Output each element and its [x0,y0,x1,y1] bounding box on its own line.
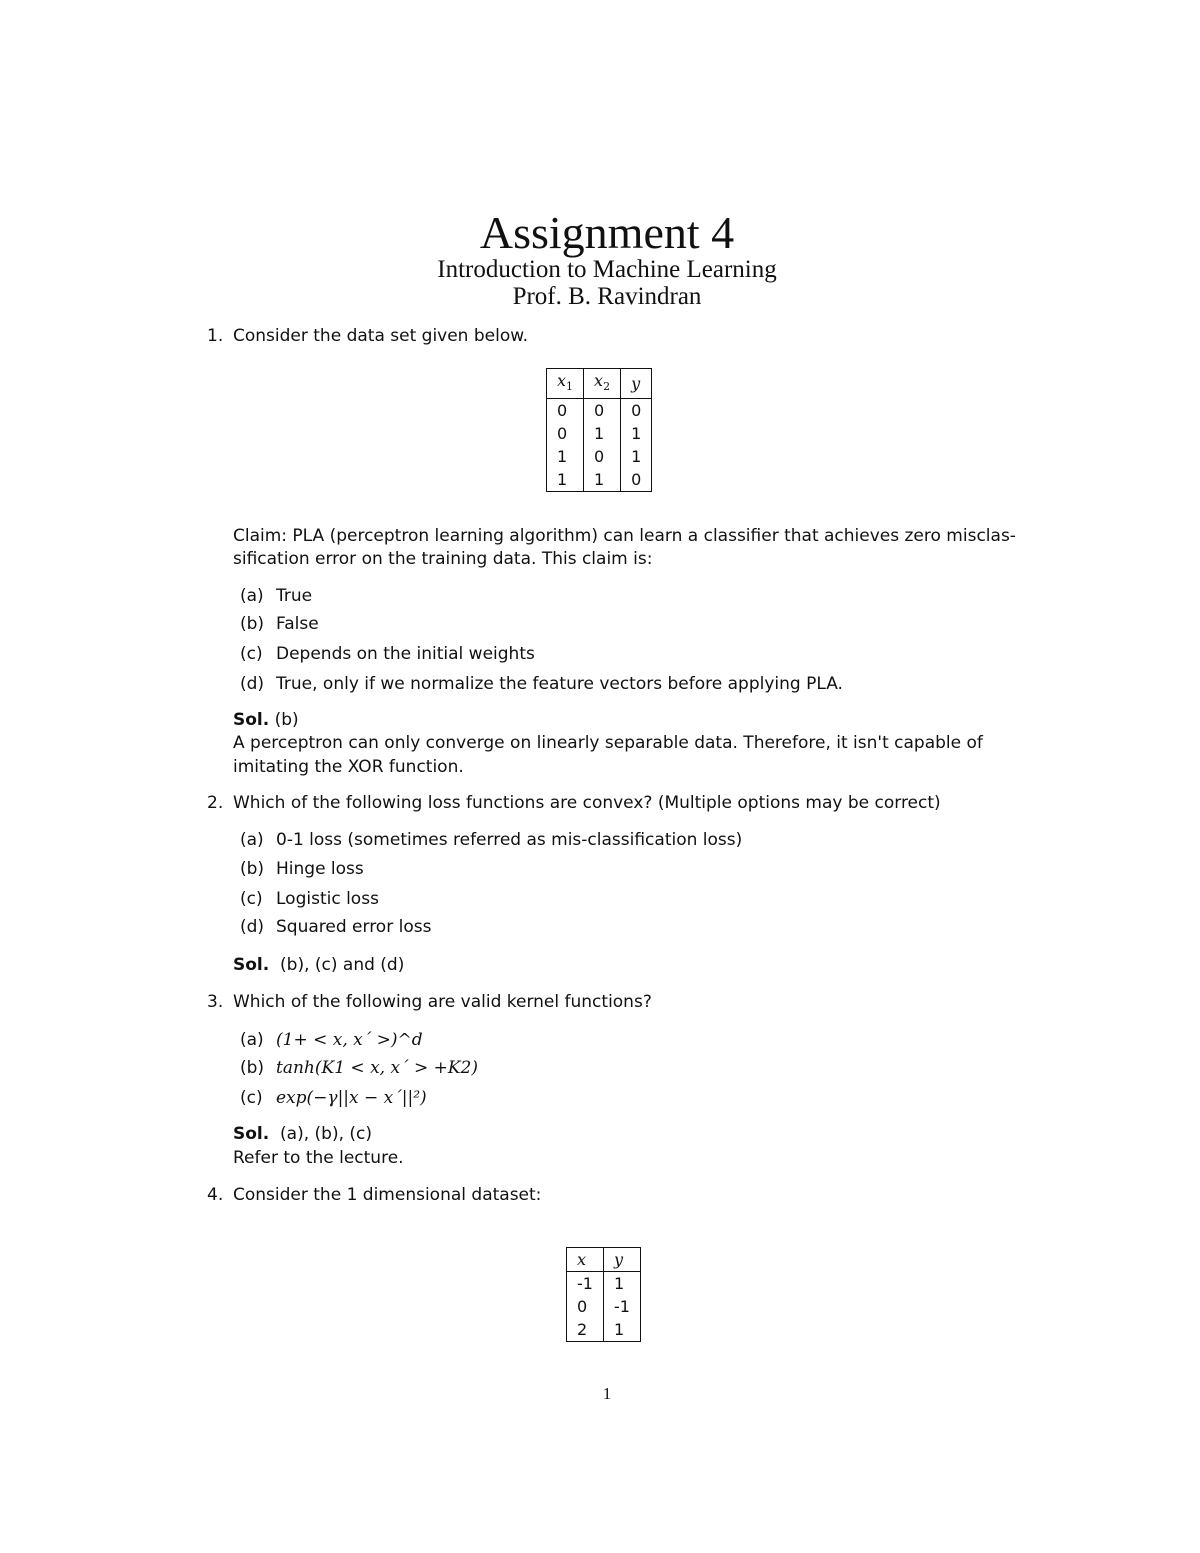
table-header-row [547,369,652,399]
table-cell: 1 [584,468,621,492]
solution-answer: (b), (c) and (d) [280,955,405,975]
solution-label: Sol. [233,1124,270,1144]
table-cell: 1 [547,468,584,492]
table-cell: 0 [621,399,652,423]
kernel-formula-tanh: tanh(K1 < x, x´ > +K2) [276,1058,478,1078]
question-3-solution [233,1122,372,1146]
kernel-formula-polynomial: (1+ < x, x´ >)^d [276,1030,423,1050]
table-row [547,468,652,492]
table-header-cell: $x_1$ [547,369,584,399]
option-text: True [276,586,313,606]
option-label: (b) [240,614,265,634]
table-cell: 0 [547,399,584,423]
table-cell: 1 [584,422,621,445]
table-cell: 0 [584,399,621,423]
option-label: (c) [240,1088,263,1108]
question-4-prompt: Consider the 1 dimensional dataset: [233,1185,542,1205]
option-label: (b) [240,859,265,879]
question-1-solution [233,708,299,732]
table-cell: 1 [603,1318,640,1342]
question-2-number: 2. [207,793,224,813]
question-1-explanation-line-1: A perceptron can only converge on linearly separable data. Therefore, it isn't capable of [233,733,983,753]
table-cell: -1 [567,1272,604,1296]
page-number: 1 [602,1384,612,1403]
document-subtitle: Introduction to Machine Learning [437,256,777,283]
option-text: Hinge loss [276,859,364,879]
question-3-prompt: Which of the following are valid kernel functions? [233,992,652,1012]
question-4-table [566,1247,641,1342]
table-header-cell: y [603,1248,640,1272]
question-1-claim-line-1: Claim: PLA (perceptron learning algorithm) can learn a classifier that achieves zero misclas- [233,526,1016,546]
table-cell: 0 [584,445,621,468]
option-label: (a) [240,586,264,606]
table-cell: 2 [567,1318,604,1342]
option-label: (a) [240,830,264,850]
option-label: (a) [240,1030,264,1050]
table-cell: 0 [621,468,652,492]
table-row [547,445,652,468]
document-title: Assignment 4 [479,207,735,258]
table-cell: 1 [603,1272,640,1296]
table-header-row [567,1248,641,1272]
question-2-solution [233,953,404,977]
table-cell: 0 [567,1295,604,1318]
solution-label: Sol. [233,710,270,730]
option-text: 0-1 loss (sometimes referred as mis-classification loss) [276,830,743,850]
option-label: (c) [240,644,263,664]
document-author: Prof. B. Ravindran [512,283,702,310]
question-1-number: 1. [207,326,224,346]
solution-answer: (a), (b), (c) [280,1124,372,1144]
option-text: Logistic loss [276,889,379,909]
question-1-table [546,368,652,492]
table-row [567,1272,641,1296]
table-cell: -1 [603,1295,640,1318]
solution-label: Sol. [233,955,270,975]
option-text: Squared error loss [276,917,432,937]
question-3-explanation: Refer to the lecture. [233,1148,404,1168]
table-header-cell: $x_2$ [584,369,621,399]
table-row [567,1318,641,1342]
solution-answer: (b) [274,710,299,730]
table-cell: 1 [621,422,652,445]
table-row [547,422,652,445]
table-header-cell: y [621,369,652,399]
option-label: (b) [240,1058,265,1078]
question-1-claim-line-2: sification error on the training data. This claim is: [233,549,653,569]
table-row [567,1295,641,1318]
kernel-formula-rbf: exp(−γ||x − x´||²) [276,1088,427,1108]
option-label: (d) [240,917,265,937]
table-cell: 1 [621,445,652,468]
option-text: Depends on the initial weights [276,644,535,664]
question-1-prompt: Consider the data set given below. [233,326,528,346]
question-2-prompt: Which of the following loss functions are convex? (Multiple options may be correct) [233,793,941,813]
table-row [547,399,652,423]
table-cell: 0 [547,422,584,445]
table-cell: 1 [547,445,584,468]
option-label: (c) [240,889,263,909]
option-text: False [276,614,319,634]
question-3-number: 3. [207,992,224,1012]
table-header-cell: x [567,1248,604,1272]
question-1-explanation-line-2: imitating the XOR function. [233,757,464,777]
option-text: True, only if we normalize the feature vectors before applying PLA. [276,674,843,694]
option-label: (d) [240,674,265,694]
question-4-number: 4. [207,1185,224,1205]
